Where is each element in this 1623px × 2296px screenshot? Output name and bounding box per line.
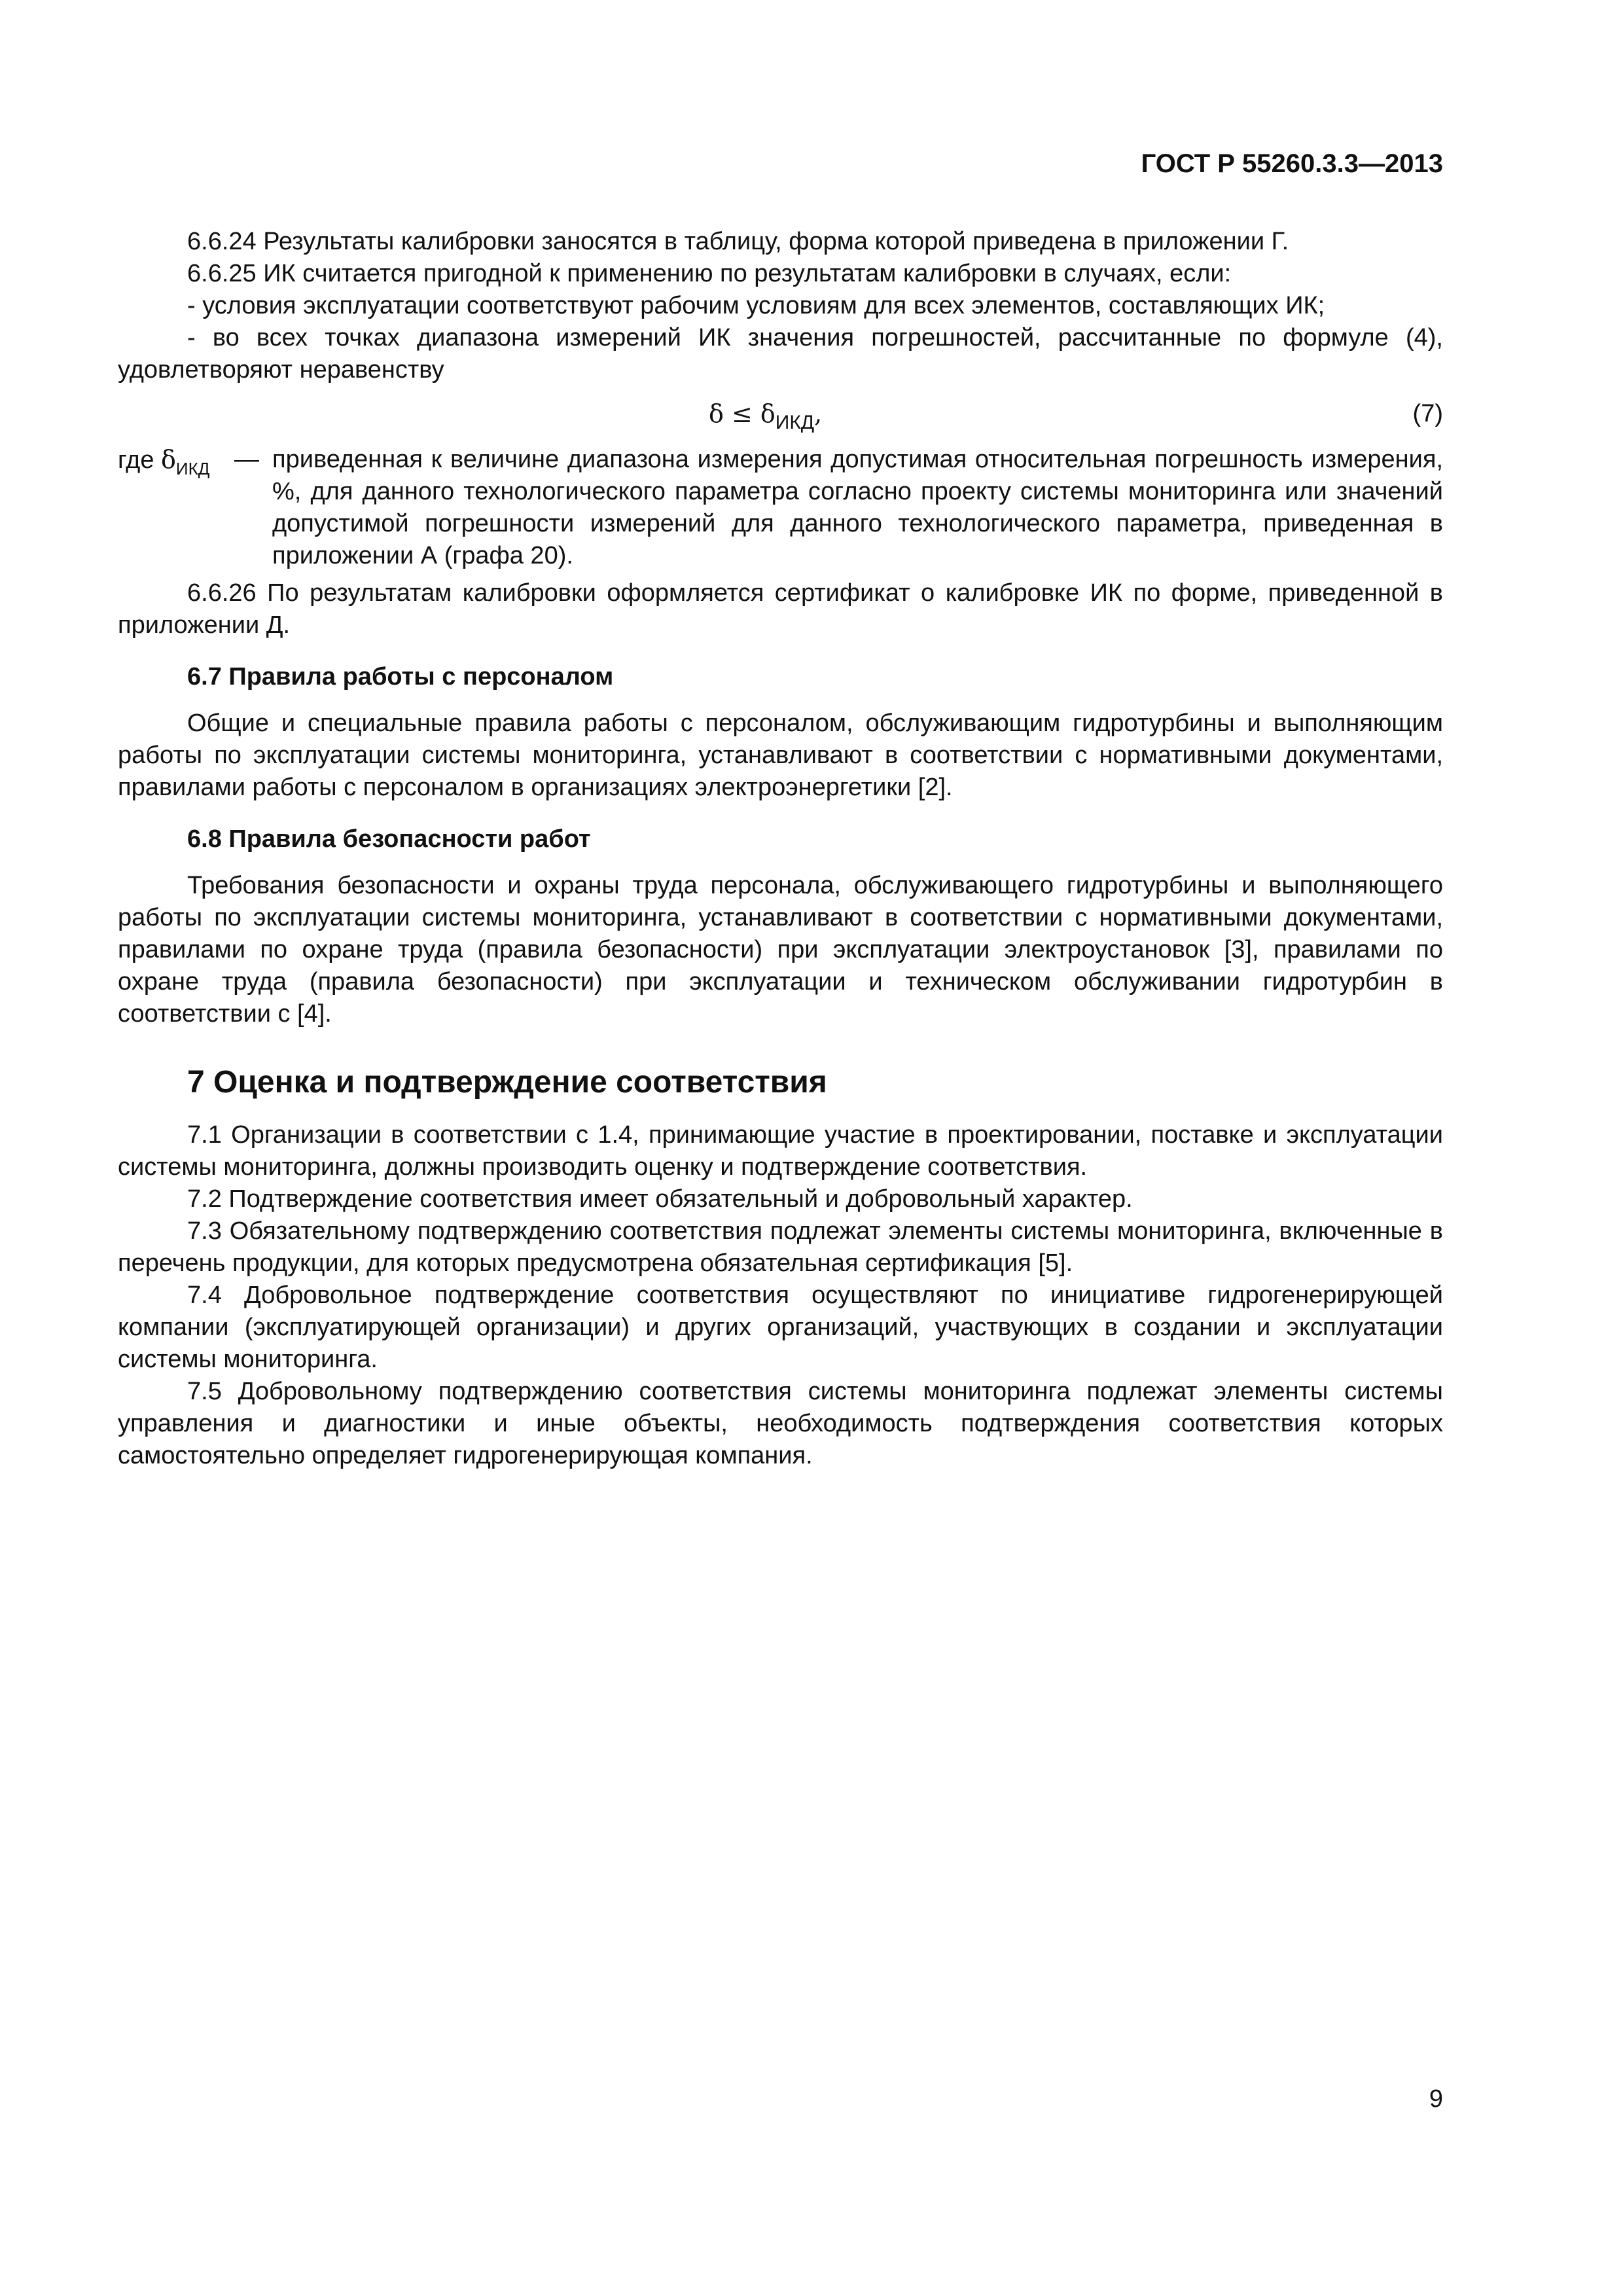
equation-tail: , [814, 399, 823, 428]
section-6-7-text: Общие и специальные правила работы с персоналом, обслуживающим гидротурбины и выполняющим работы по эксплуатации системы мониторинга, устанавливают в соответствии с нормативными документами, правилами работы с персоналом в организациях электроэнергетики [2]. [118, 709, 1443, 801]
list-item-errors: - во всех точках диапазона измерений ИК значения погрешностей, рассчитанные по формуле (4), удовлетворяют неравенству [118, 324, 1443, 384]
paragraph-7-5: 7.5 Добровольному подтверждению соответствия системы мониторинга подлежат элементы системы управления и диагностики и иные объекты, необходимость подтверждения соответствия которых самостоятельно определяет гидрогенерирующая компания. [118, 1378, 1443, 1469]
equation-subscript: ИКД [775, 412, 815, 433]
paragraph-7-1: 7.1 Организации в соответствии с 1.4, принимающие участие в проектировании, поставке и эксплуатации системы мониторинга, должны производить оценку и подтверждение соответствия. [118, 1121, 1443, 1181]
document-body [118, 226, 1443, 1472]
page-number: 9 [1429, 2085, 1443, 2113]
paragraph-6-6-25: 6.6.25 ИК считается пригодной к применению по результатам калибровки в случаях, если: [187, 260, 1232, 287]
section-6-7-heading: 6.7 Правила работы с персоналом [187, 663, 614, 691]
where-label [118, 444, 209, 485]
equation-lhs: δ ≤ δ [709, 399, 776, 428]
paragraph-7-4: 7.4 Добровольное подтверждение соответствия осуществляют по инициативе гидрогенерирующей компании (эксплуатирующей организации) и других организаций, участвующих в создании и эксплуатации системы мониторинга. [118, 1282, 1443, 1373]
where-symbol: δ [161, 445, 176, 474]
section-7-heading: 7 Оценка и подтверждение соответствия [187, 1065, 827, 1100]
section-6-8-text: Требования безопасности и охраны труда персонала, обслуживающего гидротурбины и выполняющего работы по эксплуатации системы мониторинга, устанавливают в соответствии с нормативными документами, правилами по охране труда (правила безопасности) при эксплуатации электроустановок [3], правилами по охране труда (правила безопасности) при эксплуатации и техническом обслуживании гидротурбин в соответствии с [4]. [118, 872, 1443, 1028]
document-header: ГОСТ Р 55260.3.3—2013 [1141, 149, 1443, 178]
paragraph-6-6-26: 6.6.26 По результатам калибровки оформляется сертификат о калибровке ИК по форме, приведенной в приложении Д. [118, 579, 1443, 639]
equation-number: (7) [1412, 400, 1443, 427]
where-definition: приведенная к величине диапазона измерения допустимая относительная погрешность измерения, %, для данного технологического параметра согласно проекту системы мониторинга или значений допустимой погрешности измерений для данного технологического параметра, приведенная в приложении А (графа 20). [272, 446, 1443, 569]
paragraph-6-6-24: 6.6.24 Результаты калибровки заносятся в таблицу, форма которой приведена в приложении Г. [187, 228, 1289, 255]
paragraph-7-2: 7.2 Подтверждение соответствия имеет обязательный и добровольный характер. [187, 1185, 1133, 1213]
where-prefix: где [118, 446, 162, 474]
section-6-8-heading: 6.8 Правила безопасности работ [187, 825, 591, 853]
document-page [118, 0, 1443, 2296]
equation-7 [118, 393, 1443, 439]
where-subscript: ИКД [175, 459, 210, 478]
where-dash: — [234, 446, 259, 473]
where-clause [118, 444, 1443, 572]
paragraph-7-3: 7.3 Обязательному подтверждению соответствия подлежат элементы системы мониторинга, включенные в перечень продукции, для которых предусмотрена обязательная сертификация [5]. [118, 1217, 1443, 1277]
list-item-conditions: - условия эксплуатации соответствуют рабочим условиям для всех элементов, составляющих ИК; [187, 292, 1325, 319]
equation-formula [709, 398, 822, 439]
